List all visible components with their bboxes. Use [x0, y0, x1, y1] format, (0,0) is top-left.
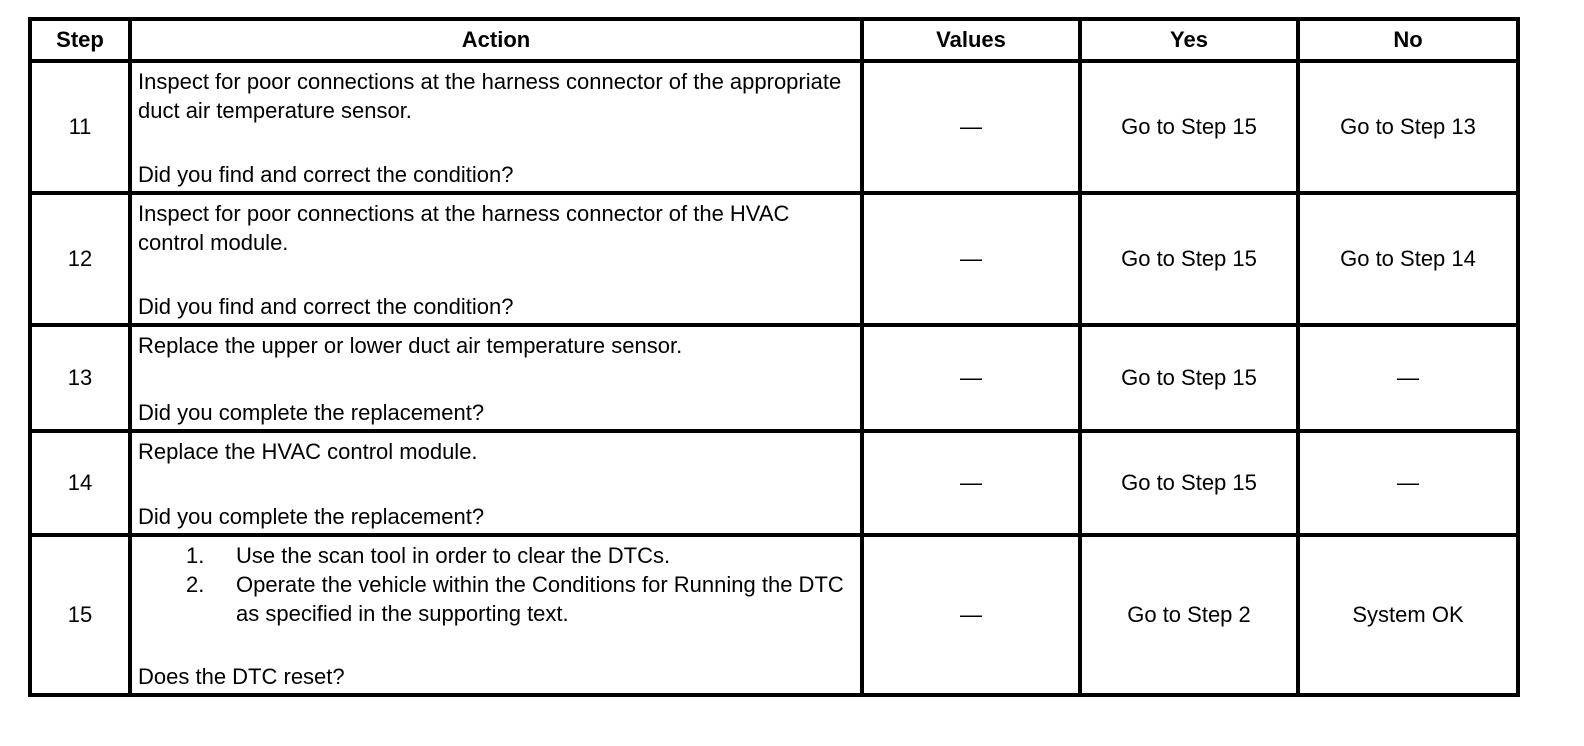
action-cell	[130, 193, 862, 325]
diagnostic-table	[28, 17, 1520, 697]
action-cell	[130, 535, 862, 695]
no-cell	[1298, 431, 1518, 535]
no-cell	[1298, 61, 1518, 193]
yes-answer: Go to Step 15	[1121, 469, 1257, 495]
yes-cell	[1080, 325, 1298, 431]
question-text: Did you complete the replacement?	[138, 504, 485, 529]
instruction-text: Inspect for poor connections at the harness connector of the HVAC control module.	[138, 201, 790, 255]
question-text: Did you find and correct the condition?	[138, 294, 514, 319]
instruction-text: Replace the HVAC control module.	[138, 439, 478, 464]
question-text: Did you complete the replacement?	[138, 400, 485, 425]
header-action: Action	[130, 19, 862, 61]
step-number: 14	[30, 431, 130, 535]
action-cell	[130, 325, 862, 431]
action-cell	[130, 61, 862, 193]
list-number: 2.	[186, 572, 205, 597]
instruction-list-wrap	[132, 537, 860, 628]
yes-answer: Go to Step 15	[1121, 245, 1257, 271]
no-answer: System OK	[1352, 601, 1464, 627]
values-cell: —	[862, 193, 1080, 325]
header-yes: Yes	[1080, 19, 1298, 61]
values-cell: —	[862, 431, 1080, 535]
no-cell	[1298, 535, 1518, 695]
yes-cell	[1080, 535, 1298, 695]
header-no: No	[1298, 19, 1518, 61]
header-step: Step	[30, 19, 130, 61]
step-number: 15	[30, 535, 130, 695]
action-cell	[130, 431, 862, 535]
list-number: 1.	[186, 543, 205, 568]
no-answer: —	[1397, 469, 1419, 495]
list-item	[138, 541, 860, 570]
instruction-text: Replace the upper or lower duct air temperature sensor.	[138, 333, 683, 358]
yes-answer: Go to Step 15	[1121, 364, 1257, 390]
question-text: Did you find and correct the condition?	[138, 162, 514, 187]
no-answer: Go to Step 13	[1340, 113, 1476, 139]
step-number: 11	[30, 61, 130, 193]
yes-cell	[1080, 431, 1298, 535]
header-values: Values	[862, 19, 1080, 61]
values-cell: —	[862, 535, 1080, 695]
no-answer: Go to Step 14	[1340, 245, 1476, 271]
no-cell	[1298, 325, 1518, 431]
values-cell: —	[862, 61, 1080, 193]
table-row	[30, 325, 1518, 431]
list-text: Use the scan tool in order to clear the DTCs.	[236, 543, 671, 568]
no-cell	[1298, 193, 1518, 325]
table-row	[30, 193, 1518, 325]
list-item	[138, 570, 860, 628]
table-row	[30, 431, 1518, 535]
step-number: 13	[30, 325, 130, 431]
table-row	[30, 61, 1518, 193]
yes-cell	[1080, 61, 1298, 193]
yes-cell	[1080, 193, 1298, 325]
question-text: Does the DTC reset?	[138, 664, 345, 689]
instruction-list	[138, 541, 860, 628]
step-number: 12	[30, 193, 130, 325]
table-row	[30, 535, 1518, 695]
values-cell: —	[862, 325, 1080, 431]
no-answer: —	[1397, 364, 1419, 390]
header-row	[30, 19, 1518, 61]
yes-answer: Go to Step 2	[1127, 601, 1251, 627]
yes-answer: Go to Step 15	[1121, 113, 1257, 139]
instruction-text: Inspect for poor connections at the harness connector of the appropriate duct air temperature sensor.	[138, 69, 842, 123]
list-text: Operate the vehicle within the Conditions for Running the DTC as specified in the supporting text.	[236, 572, 844, 626]
